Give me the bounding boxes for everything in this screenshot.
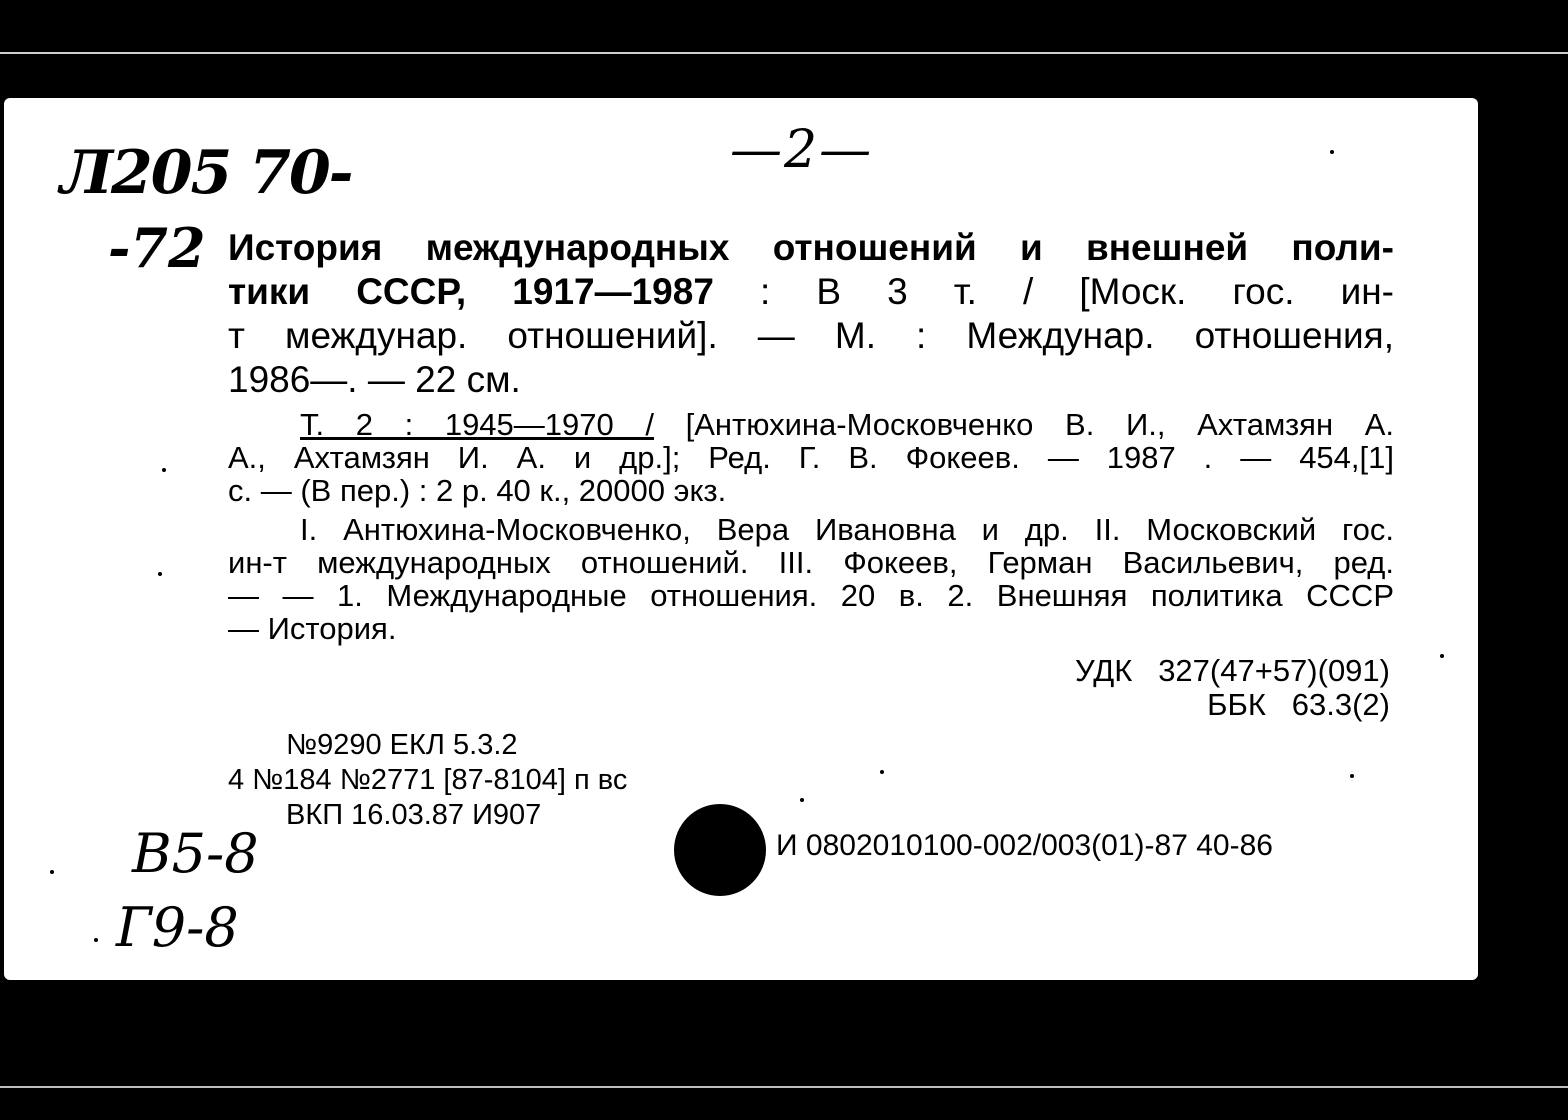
volume-line-1: Т. 2 : 1945—1970 / [Антюхина-Московченко В. И., Ахтамзян А.	[300, 407, 1394, 442]
dust-speck	[1330, 150, 1334, 154]
handwritten-call-number-suffix: -72	[108, 216, 206, 280]
title-line-3: т междунар. отношений]. — М. : Междунар. отношения,	[228, 315, 1394, 356]
handwritten-shelf-mark-1: В5-8	[132, 822, 259, 885]
dust-speck	[800, 798, 804, 802]
handwritten-call-number: Л205 70-	[60, 138, 352, 208]
scan-edge-bottom	[0, 1086, 1568, 1088]
tracing-line-2: ин-т международных отношений. III. Фокеев, Герман Васильевич, ред.	[228, 545, 1394, 580]
tech-line-1: №9290 ЕКЛ 5.3.2	[286, 729, 518, 761]
tracing-line-3: — — 1. Международные отношения. 20 в. 2. Внешняя политика СССР	[228, 578, 1394, 613]
dust-speck	[1350, 774, 1354, 778]
dust-speck	[94, 938, 98, 942]
dust-speck	[162, 468, 166, 472]
handwritten-page-mark: —2—	[730, 120, 874, 180]
dust-speck	[880, 770, 884, 774]
tech-line-3: ВКП 16.03.87 И907	[286, 799, 542, 831]
tracing-line-1: I. Антюхина-Московченко, Вера Ивановна и др. II. Московский гос.	[300, 512, 1394, 547]
title-line-1: История международных отношений и внешней поли-	[228, 227, 1394, 268]
udk-row: УДК 327(47+57)(091)	[1074, 653, 1390, 688]
handwritten-shelf-mark-2: Г9-8	[116, 896, 239, 959]
volume-line-2: А., Ахтамзян И. А. и др.]; Ред. Г. В. Фокеев. — 1987 . — 454,[1]	[228, 440, 1394, 475]
scan-edge-top	[0, 52, 1568, 54]
bbk-row: ББК 63.3(2)	[1207, 687, 1390, 722]
catalog-card	[4, 98, 1478, 980]
technical-data	[228, 728, 627, 833]
dust-speck	[158, 572, 162, 576]
tech-line-2: 4 №184 №2771 [87-8104] п вс	[228, 764, 628, 796]
punch-hole	[674, 804, 766, 896]
dust-speck	[50, 870, 54, 874]
tracing-line-4: — История.	[228, 611, 397, 646]
volume-line-3: с. — (В пер.) : 2 р. 40 к., 20000 экз.	[228, 473, 727, 508]
volume-description	[228, 408, 1394, 645]
isbn-code: И 0802010100-002/003(01)-87 40-86	[776, 829, 1273, 862]
title-line-2: тики СССР, 1917—1987 : В 3 т. / [Моск. гос. ин-	[228, 271, 1394, 312]
title-entry	[228, 226, 1394, 402]
classification-codes	[1075, 654, 1390, 722]
title-line-4: 1986—. — 22 см.	[228, 359, 521, 400]
dust-speck	[1440, 654, 1444, 658]
